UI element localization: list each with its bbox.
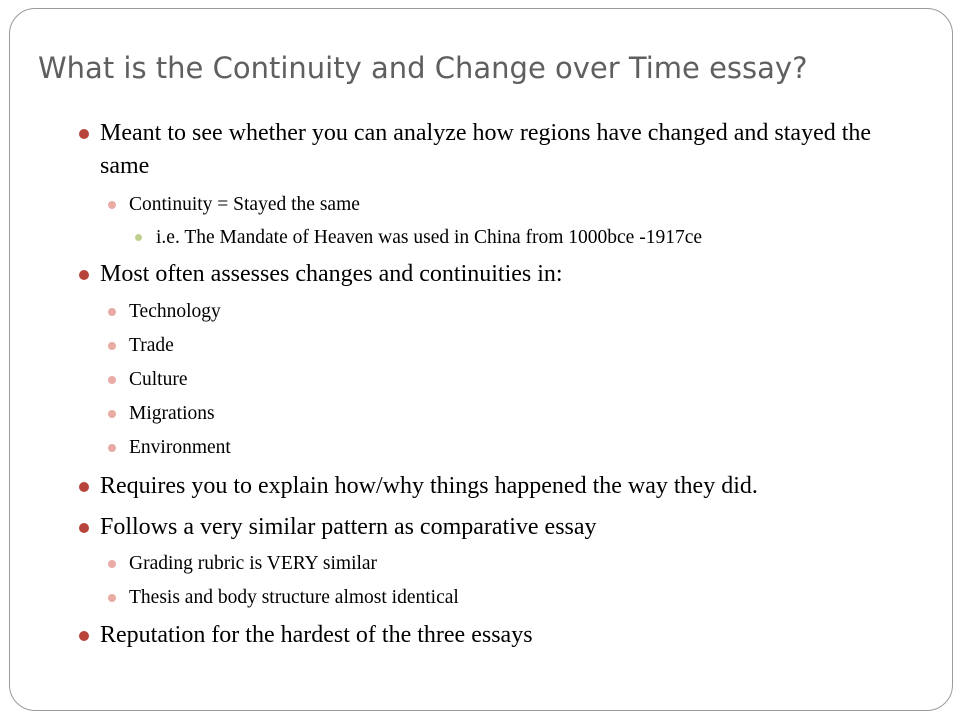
bullet-item-level1 (100, 470, 920, 503)
bullet-text: Trade (129, 335, 174, 356)
bullet-item-level2 (129, 333, 909, 359)
bullet-dot-icon (108, 444, 116, 452)
bullet-text: Continuity = Stayed the same (129, 194, 360, 215)
bullet-text: Thesis and body structure almost identical (129, 587, 459, 608)
bullet-text: Technology (129, 301, 221, 322)
bullet-item-level1 (100, 258, 920, 291)
bullet-item-level1 (100, 511, 920, 544)
bullet-dot-icon (79, 482, 89, 492)
bullet-dot-icon (108, 410, 116, 418)
bullet-item-level2 (129, 551, 909, 577)
bullet-text: Reputation for the hardest of the three essays (100, 622, 533, 648)
bullet-item-level2 (129, 401, 909, 427)
bullet-item-level2 (129, 435, 909, 461)
bullet-dot-icon (135, 234, 142, 241)
bullet-text: Follows a very similar pattern as comparative essay (100, 514, 597, 540)
bullet-text: Grading rubric is VERY similar (129, 553, 378, 574)
bullet-item-level1 (100, 619, 920, 652)
bullet-dot-icon (79, 631, 89, 641)
bullet-item-level1 (100, 117, 920, 183)
bullet-text: Most often assesses changes and continuities in: (100, 261, 563, 287)
bullet-dot-icon (79, 523, 89, 533)
bullet-dot-icon (108, 376, 116, 384)
bullet-dot-icon (79, 270, 89, 280)
bullet-text: i.e. The Mandate of Heaven was used in China from 1000bce -1917ce (156, 227, 703, 248)
slide-title: What is the Continuity and Change over Time essay? (38, 51, 808, 85)
bullet-dot-icon (108, 560, 116, 568)
bullet-dot-icon (108, 342, 116, 350)
bullet-item-level2 (129, 585, 909, 611)
bullet-text: Culture (129, 369, 188, 390)
bullet-dot-icon (108, 308, 116, 316)
bullet-text: Meant to see whether you can analyze how regions have changed and stayed the same (100, 120, 872, 179)
bullet-dot-icon (108, 201, 116, 209)
bullet-item-level3 (156, 225, 916, 251)
bullet-text: Requires you to explain how/why things happened the way they did. (100, 473, 758, 499)
bullet-dot-icon (108, 594, 116, 602)
bullet-dot-icon (79, 129, 89, 139)
bullet-item-level2 (129, 192, 909, 218)
bullet-item-level2 (129, 367, 909, 393)
bullet-text: Environment (129, 437, 231, 458)
bullet-item-level2 (129, 299, 909, 325)
bullet-text: Migrations (129, 403, 215, 424)
